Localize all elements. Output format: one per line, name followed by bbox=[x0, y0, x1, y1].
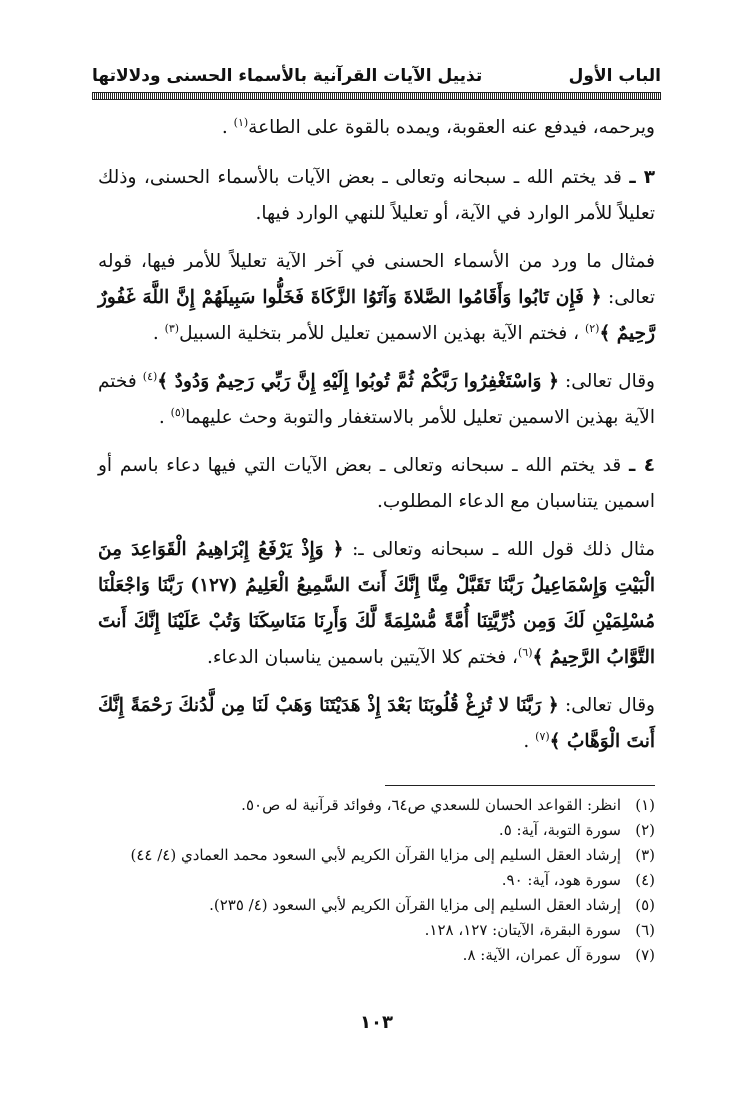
chapter-label: الباب الأول bbox=[568, 66, 661, 86]
footnote-ref: (١) bbox=[233, 115, 249, 129]
footnote: (٤) سورة هود، آية: ٩٠. bbox=[501, 871, 655, 889]
footnote: (٦) سورة البقرة، الآيتان: ١٢٧، ١٢٨. bbox=[424, 921, 655, 939]
running-header bbox=[92, 62, 661, 90]
paragraph: وقال تعالى: ﴿ رَبَّنَا لا تُزِغْ قُلُوبَنَا بَعْدَ إِذْ هَدَيْتَنَا وَهَبْ لَنَا مِن لَّدُنكَ رَحْمَةً إِنَّكَ أَنتَ الْوَهَّابُ ﴾$^{(٧)}$ . bbox=[98, 695, 655, 752]
footnotes bbox=[98, 793, 655, 968]
paragraph: مثال ذلك قول الله ـ سبحانه وتعالى ـ: ﴿ وَإِذْ يَرْفَعُ إِبْرَاهِيمُ الْقَوَاعِدَ مِنَ الْبَيْتِ وَإِسْمَاعِيلُ رَبَّنَا تَقَبَّلْ مِنَّا إِنَّكَ أَنتَ السَّمِيعُ الْعَلِيمُ (١٢٧) رَبَّنَا وَاجْعَلْنَا مُسْلِمَيْنِ لَكَ وَمِن ذُرِّيَّتِنَا أُمَّةً مُّسْلِمَةً لَّكَ وَأَرِنَا مَنَاسِكَنَا وَتُبْ عَلَيْنَا إِنَّكَ أَنتَ التَّوَّابُ الرَّحِيمُ ﴾$^{(٦)}$، فختم كلا الآيتين باسمين يناسبان الدعاء. bbox=[98, 539, 656, 668]
main-text bbox=[98, 110, 655, 772]
item-number: ٤ ـ bbox=[629, 455, 656, 476]
paragraph: ٣ ـ قد يختم الله ـ سبحانه وتعالى ـ بعض الآيات بالأسماء الحسنى، وذلك تعليلاً للأمر الوارد في الآية، أو تعليلاً للنهي الوارد فيها. bbox=[98, 167, 656, 224]
footnote-ref: (٦) bbox=[517, 645, 533, 659]
footnote: (١) انظر: القواعد الحسان للسعدي ص٦٤، وفوائد قرآنية له ص٥٠. bbox=[241, 796, 655, 814]
footnote: (٢) سورة التوبة، آية: ٥. bbox=[498, 821, 655, 839]
quran-verse: ﴿ وَإِذْ يَرْفَعُ إِبْرَاهِيمُ الْقَوَاعِدَ مِنَ الْبَيْتِ وَإِسْمَاعِيلُ رَبَّنَا تَقَبَّلْ مِنَّا إِنَّكَ أَنتَ السَّمِيعُ الْعَلِيمُ (١٢٧) رَبَّنَا وَاجْعَلْنَا مُسْلِمَيْنِ لَكَ وَمِن ذُرِّيَّتِنَا أُمَّةً مُّسْلِمَةً لَّكَ وَأَرِنَا مَنَاسِكَنَا وَتُبْ عَلَيْنَا إِنَّكَ أَنتَ التَّوَّابُ الرَّحِيمُ ﴾ bbox=[98, 539, 656, 668]
item-number: ٣ ـ bbox=[629, 167, 656, 188]
footnote-ref: (٥) bbox=[170, 405, 186, 419]
footnote-ref: (٣) bbox=[164, 321, 180, 335]
quran-verse: ﴿ وَاسْتَغْفِرُوا رَبَّكُمْ ثُمَّ تُوبُوا إِلَيْهِ إِنَّ رَبِّي رَحِيمٌ وَدُودٌ ﴾ bbox=[157, 371, 559, 392]
footnote-ref: (٧) bbox=[535, 729, 550, 743]
footnote-ref: (٢) bbox=[584, 321, 600, 335]
paragraph: ٤ ـ قد يختم الله ـ سبحانه وتعالى ـ بعض الآيات التي فيها دعاء باسم أو اسمين يتناسبان مع الدعاء المطلوب. bbox=[98, 455, 656, 512]
quran-verse: ﴿ فَإِن تَابُوا وَأَقَامُوا الصَّلاةَ وَآتَوُا الزَّكَاةَ فَخَلُّوا سَبِيلَهُمْ إِنَّ اللَّهَ غَفُورٌ رَّحِيمٌ ﴾ bbox=[98, 287, 655, 344]
book-title: تذييل الآيات القرآنية بالأسماء الحسنى ودلالاتها bbox=[92, 66, 483, 86]
paragraph: ويرحمه، فيدفع عنه العقوبة، ويمده بالقوة على الطاعة$^{(١)}$ . bbox=[221, 115, 655, 138]
quran-verse: ﴿ رَبَّنَا لا تُزِغْ قُلُوبَنَا بَعْدَ إِذْ هَدَيْتَنَا وَهَبْ لَنَا مِن لَّدُنكَ رَحْمَةً إِنَّكَ أَنتَ الْوَهَّابُ ﴾ bbox=[98, 695, 655, 752]
footnote: (٣) إرشاد العقل السليم إلى مزايا القرآن الكريم لأبي السعود محمد العمادي (٤/ ٤٤) bbox=[130, 846, 655, 864]
page-number: ١٠٣ bbox=[360, 1012, 393, 1033]
footnote-ref: (٤) bbox=[142, 369, 158, 383]
footnote-divider bbox=[385, 785, 655, 786]
paragraph: وقال تعالى: ﴿ وَاسْتَغْفِرُوا رَبَّكُمْ ثُمَّ تُوبُوا إِلَيْهِ إِنَّ رَبِّي رَحِيمٌ وَدُودٌ ﴾$^{(٤)}$ فختم الآية بهذين الاسمين تعليل للأمر بالاستغفار والتوبة وحث عليهما$^{(٥)}$ . bbox=[98, 369, 655, 428]
paragraph: فمثال ما ورد من الأسماء الحسنى في آخر الآية تعليلاً للأمر فيها، قوله تعالى: ﴿ فَإِن تَابُوا وَأَقَامُوا الصَّلاةَ وَآتَوُا الزَّكَاةَ فَخَلُّوا سَبِيلَهُمْ إِنَّ اللَّهَ غَفُورٌ رَّحِيمٌ ﴾$^{(٢)}$ ، فختم الآية بهذين الاسمين تعليل للأمر بتخلية السبيل$^{(٣)}$ . bbox=[98, 251, 655, 344]
footnote: (٧) سورة آل عمران، الآية: ٨. bbox=[462, 946, 655, 964]
header-divider bbox=[92, 92, 661, 100]
footnote: (٥) إرشاد العقل السليم إلى مزايا القرآن الكريم لأبي السعود (٤/ ٢٣٥). bbox=[209, 896, 655, 914]
